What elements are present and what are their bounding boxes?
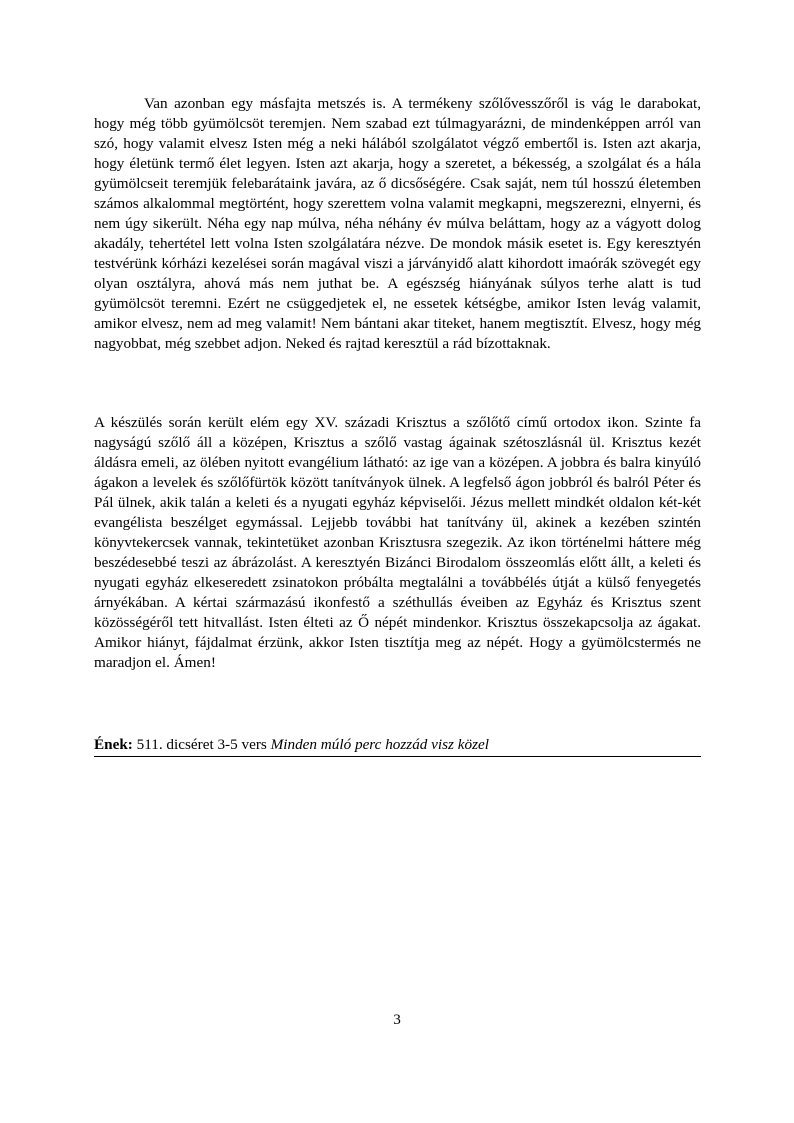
sermon-paragraph-2-block xyxy=(94,413,701,673)
page-number: 3 xyxy=(393,1011,401,1028)
sermon-paragraph-1: Van azonban egy másfajta metszés is. A termékeny szőlővesszőről is vág le darabokat, hogy még több gyümölcsöt teremjen. Nem szabad ezt túlmagyarázni, de mindenképpen arról van szó, hogy valamit elvesz Isten még a neki hálából szolgálatot végző embertől is. Isten azt akarja, hogy életünk termő élet legyen. Isten azt akarja, hogy a szeretet, a békesség, a szolgálat és a hála gyümölcseit teremjük felebarátaink javára, az ő dicsőségére. Csak saját, nem túl hosszú életemben számos alkalommal megtörtént, hogy szerettem volna valamit megkapni, megszerezni, elnyerni, és nem úgy sikerült. Néha egy nap múlva, néha néhány év múlva beláttam, hogy az a vágyott dolog akadály, tehertétel lett volna Isten szolgálatára nézve. De mondok másik esetet is. Egy keresztyén testvérünk kórházi kezelései során magával viszi a járványidő alatt kihordott imaórák szövegét egy olyan osztályra, ahová más nem juthat be. A egészség hiányának súlyos terhe alatt is tud gyümölcsöt teremni. Ezért ne csüggedjetek el, ne essetek kétségbe, amikor Isten levág valamit, amikor elvesz, nem ad meg valamit! Nem bántani akar titeket, hanem megtisztít. Elvesz, hogy még nagyobbat, még szebbet adjon. Neked és rajtad keresztül a rád bízottaknak. xyxy=(94,95,701,352)
song-label: Ének: xyxy=(94,736,133,753)
sermon-paragraph-1-block xyxy=(94,94,701,354)
sermon-paragraph-2: A készülés során került elém egy XV. századi Krisztus a szőlőtő című ortodox ikon. Szinte fa nagyságú szőlő áll a középen, Krisztus a szőlő vastag ágainak szétoszlásnál ül. Krisztus kezét áldásra emeli, az ölében nyitott evangélium látható: az ige van a középen. A jobbra és balra kinyúló ágakon a levelek és szőlőfürtök között tanítványok ülnek. A legfelső ágon jobbról és balról Péter és Pál ülnek, akik talán a keleti és a nyugati egyház képviselői. Jézus mellett mindkét oldalon két-két evangélista beszélget egymással. Lejjebb további hat tanítvány ül, akinek a kezében szintén könyvtekercsek vannak, tekintetüket azonban Krisztusra szegezik. Az ikon történelmi háttere még beszédesebbé teszi az ábrázolást. A keresztyén Bizánci Birodalom összeomlás előtt állt, a keleti és nyugati egyház elkeseredett zsinatokon próbálta megtalálni a továbbélés útját a külső fenyegetés árnyékában. A kértai származású ikonfestő a széthullás éveiben az Egyház és Krisztus szent közösségéről tett hitvallást. Isten élteti az Ő népét mindenkor. Krisztus összekapcsolja az ágakat. Amikor hiányt, fájdalmat érzünk, akkor Isten tisztítja meg az népét. Hogy a gyümölcstermés ne maradjon el. Ámen! xyxy=(94,414,701,671)
song-line xyxy=(94,735,701,757)
song-reference: 511. dicséret 3-5 vers xyxy=(132,736,271,753)
song-title: Minden múló perc hozzád visz közel xyxy=(270,736,489,753)
